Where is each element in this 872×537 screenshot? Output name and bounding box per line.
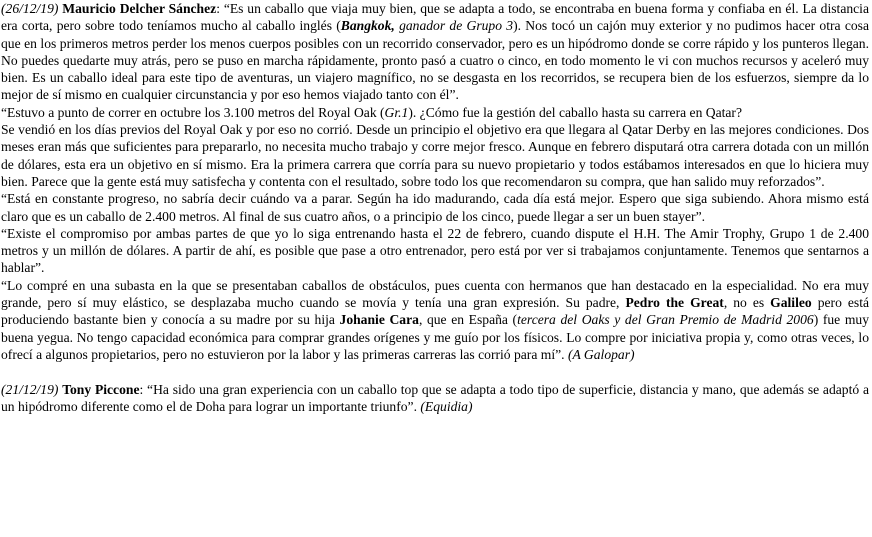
body-text: ). ¿Cómo fue la gestión del caballo hasta su carrera en Qatar?: [408, 104, 742, 120]
entry-date: (21/12/19): [1, 381, 59, 397]
body-text: : “Ha sido una gran experiencia con un caballo top que se adapta a todo tipo de superficie, distancia y mano, que además se adaptó a un hipódromo diferente como el de Doha para lograr un importante triunfo”.: [1, 381, 869, 414]
body-text: “Estuvo a punto de correr en octubre los 3.100 metros del Royal Oak (: [1, 104, 385, 120]
italic-text: tercera del Oaks y del Gran Premio de Madrid 2006: [517, 312, 814, 328]
body-text: : “Es un caballo que viaja muy bien, que se adapta a todo, se encontraba en buena forma y confiaba en él. La distancia era corta, pero sobre todo teníamos mucho al caballo inglés (: [1, 1, 869, 34]
horse-name: Johanie Cara: [339, 312, 419, 328]
body-text: Se vendió en los días previos del Royal Oak y por eso no corrió. Desde un principio el objetivo era que llegara al Qatar Derby en las mejores condiciones. Dos meses eran más que suficientes para prepararlo, no necesita mucho trabajo y corre mejor fresco. Aunque en febrero disputará otra carrera dotada con un millón de dólares, esta era un objetivo en sí mismo. Era la primera carrera que corría para su nuevo propietario y todos estábamos interesados en que lo hiciera muy bien. Parece que la gente está muy satisfecha y contenta con el resultado, sobre todo los que recomendaron su compra, que han salido muy reforzados”.: [1, 122, 869, 189]
emphasis-text: Bangkok,: [340, 18, 395, 34]
body-text: “Existe el compromiso por ambas partes de que yo lo siga entrenando hasta el 22 de febrero, cuando dispute el H.H. The Amir Trophy, Grupo 1 de 2.400 metros y un millón de dólares. A partir de ahí, es posible que pase a otro entrenador, pero está por ver si trabajamos conjuntamente. Tenemos que sentarnos a hablar”.: [1, 225, 869, 276]
italic-text: (Equidia): [420, 398, 473, 414]
body-text: , que en España (: [418, 312, 518, 328]
quote-paragraph: [1, 121, 869, 190]
body-text: “Lo compré en una subasta en la que se presentaban caballos de obstáculos, pues cuenta con hermanos que han destacado en la especialidad. No era muy grande, pero sí muy elástico, se desplazaba mucho cuando se movía y tenía una gran expresión. Su padre,: [1, 277, 869, 311]
bold-italic-text: [341, 18, 395, 33]
horse-name: Pedro the Great: [625, 295, 724, 311]
body-text: pero está produciendo bastante bien y conocía a su madre por su hija: [1, 295, 870, 328]
italic-text: Gr.1: [384, 104, 409, 120]
horse-name: Galileo: [770, 295, 812, 311]
italic-text: ganador de Grupo 3: [394, 18, 514, 34]
body-text: , no es: [723, 295, 771, 311]
speaker-name: Mauricio Delcher Sánchez: [62, 1, 217, 16]
paragraph-spacer: [1, 363, 869, 380]
quote-paragraph: [1, 104, 869, 121]
quote-paragraph: [1, 381, 869, 416]
body-text: ). Nos tocó un cajón muy exterior y no pudimos hacer otra cosa que en los primeros metros perder los menos cuerpos posibles con un recorrido conservador, pero es un hipódromo donde se corre rápido y los punteros llegan. No puedes quedarte muy atrás, pero se puso en marcha rápidamente, pronto pasó a cuatro o cinco, en todo momento le vi con muchos recursos y aceleró muy bien. Es un caballo ideal para este tipo de aventuras, un viajero magnífico, no se desgasta en los recorridos, se recupera bien de los esfuerzos, siempre da lo mejor de sí mismo en cualquier circunstancia y por eso hemos viajado tanto con él”.: [1, 18, 869, 103]
entry-date: (26/12/19): [1, 1, 59, 16]
body-text: “Está en constante progreso, no sabría decir cuándo va a parar. Según ha ido madurando, cada día está mejor. Espero que siga subiendo. Ahora mismo está claro que es un caballo de 2.400 metros. Al final de sus cuatro años, o a principio de los cinco, puede llegar a ser un buen stayer”.: [1, 191, 869, 224]
quote-paragraph: [1, 190, 869, 225]
quote-paragraph: [1, 0, 869, 104]
italic-text: (A Galopar): [567, 346, 635, 362]
quote-paragraph: [1, 225, 869, 277]
body-text: ) fue muy buena yegua. No tengo capacidad económica para comprar grandes orígenes y me guío por los físicos. Lo compre por iniciativa propia y, como otras veces, lo ofrecí a algunos propietarios, pero no estuvieron por la labor y las primeras carreras las corrió para mí”.: [1, 312, 869, 362]
speaker-name: Tony Piccone: [62, 381, 140, 397]
quote-paragraph: [1, 277, 869, 363]
